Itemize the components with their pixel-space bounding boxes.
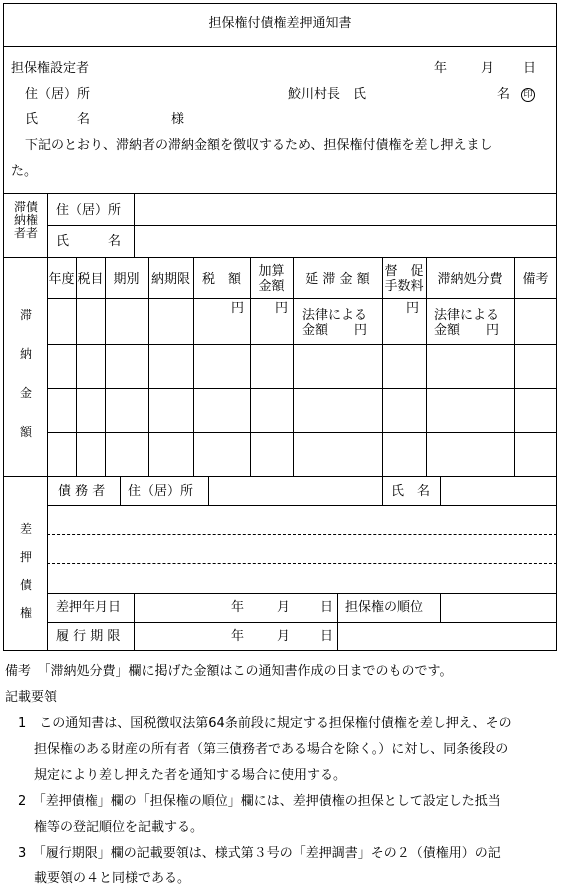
body-text-line2: た。 bbox=[11, 164, 38, 179]
divider bbox=[47, 593, 557, 594]
seize-day: 日 bbox=[320, 600, 334, 615]
delinquent-note-1: 法律による bbox=[302, 308, 368, 323]
seize-month: 月 bbox=[277, 600, 291, 615]
seal-icon: 印 bbox=[521, 88, 535, 102]
divider bbox=[3, 46, 557, 47]
unit-fee: 円 bbox=[406, 301, 420, 316]
debtor-address-label: 住（居）所 bbox=[56, 203, 122, 218]
side-divider bbox=[47, 193, 48, 651]
col-divider bbox=[105, 257, 106, 476]
debtor-side-label-3: 者者 bbox=[13, 226, 38, 240]
col-fee-1: 督 促 bbox=[384, 264, 424, 279]
seize-date-label: 差押年月日 bbox=[56, 600, 122, 615]
disposal-note-2: 金額 円 bbox=[434, 323, 500, 338]
third-debtor-label: 債 務 者 bbox=[58, 484, 106, 499]
col-divider bbox=[440, 593, 441, 622]
divider bbox=[47, 225, 557, 226]
arrears-side-label-2: 納 bbox=[19, 347, 32, 361]
divider bbox=[47, 505, 557, 506]
disposal-note-1: 法律による bbox=[434, 308, 500, 323]
debtor-side-label-1: 滞債 bbox=[13, 200, 38, 214]
col-divider bbox=[193, 257, 194, 476]
col-divider bbox=[134, 193, 135, 257]
third-name-label: 氏 名 bbox=[391, 484, 431, 499]
col-divider bbox=[337, 593, 338, 651]
arrears-side-label-3: 金 bbox=[19, 386, 32, 400]
honorific: 様 bbox=[171, 112, 185, 127]
col-remarks: 備考 bbox=[522, 272, 549, 287]
guide-item-2b: 権等の登記順位を記載する。 bbox=[34, 820, 204, 835]
unit-add: 円 bbox=[275, 301, 289, 316]
col-divider bbox=[382, 476, 383, 505]
issuer-label: 鮫川村長 氏 bbox=[288, 87, 367, 102]
date-day: 日 bbox=[523, 61, 537, 76]
dashed-divider bbox=[47, 534, 557, 535]
arrears-side-label bbox=[8, 296, 44, 452]
date-month: 月 bbox=[481, 61, 495, 76]
seized-side-label-2: 押 bbox=[19, 550, 32, 564]
col-fee-2: 手数料 bbox=[384, 279, 424, 294]
date-year: 年 bbox=[434, 61, 448, 76]
col-divider bbox=[208, 476, 209, 505]
address-label: 住（居）所 bbox=[25, 87, 91, 102]
col-year: 年度 bbox=[48, 272, 75, 287]
col-disposal: 滞納処分費 bbox=[437, 272, 503, 287]
guide-item-3a: 3 「履行期限」欄の記載要領は、様式第３号の「差押調書」その２（債権用）の記 bbox=[18, 846, 501, 861]
col-period: 期別 bbox=[113, 272, 140, 287]
col-tax-amount: 税 額 bbox=[201, 272, 241, 287]
delinquent-note-2: 金額 円 bbox=[302, 323, 368, 338]
guide-item-2a: 2 「差押債権」欄の「担保権の順位」欄には、差押債権の担保として設定した抵当 bbox=[18, 794, 501, 809]
divider bbox=[47, 344, 557, 345]
debtor-side-label-2: 納権 bbox=[13, 213, 38, 227]
dashed-divider bbox=[47, 563, 557, 564]
deadline-label: 履 行 期 限 bbox=[56, 629, 121, 644]
form-title: 担保権付債権差押通知書 bbox=[208, 16, 352, 31]
seal-mark bbox=[521, 87, 535, 102]
divider bbox=[3, 476, 557, 477]
debtor-name-label: 氏 名 bbox=[56, 234, 122, 249]
divider bbox=[47, 432, 557, 433]
guide-item-1b: 担保権のある財産の所有者（第三債務者である場合を除く。）に対し、同条後段の bbox=[34, 742, 509, 757]
seized-side-label-3: 債 bbox=[19, 578, 32, 592]
guide-title: 記載要領 bbox=[5, 690, 58, 705]
col-divider bbox=[514, 257, 515, 476]
third-address-label: 住（居）所 bbox=[128, 484, 194, 499]
deadline-day: 日 bbox=[320, 629, 334, 644]
col-divider bbox=[426, 257, 427, 476]
guide-item-1c: 規定により差し押えた者を通知する場合に使用する。 bbox=[34, 768, 347, 783]
divider bbox=[47, 622, 557, 623]
seize-year: 年 bbox=[231, 600, 245, 615]
col-delinquent: 延 滞 金 額 bbox=[305, 272, 370, 287]
issuer-name-label: 名 bbox=[497, 87, 511, 102]
seized-side-label-1: 差 bbox=[19, 522, 32, 536]
col-tax-item: 税目 bbox=[77, 272, 104, 287]
col-divider bbox=[293, 257, 294, 476]
divider bbox=[3, 257, 557, 258]
arrears-side-label-1: 滞 bbox=[19, 308, 32, 322]
deadline-month: 月 bbox=[277, 629, 291, 644]
col-divider bbox=[120, 476, 121, 505]
guide-item-3b: 載要領の４と同様である。 bbox=[34, 871, 191, 886]
col-add-2: 金額 bbox=[258, 279, 285, 294]
body-text-line1: 下記のとおり、滞納者の滞納金額を徴収するため、担保権付債権を差し押えまし bbox=[25, 138, 493, 153]
guide-item-1a: 1 この通知書は、国税徴収法第64条前段に規定する担保権付債権を差し押え、その bbox=[18, 716, 512, 731]
deadline-year: 年 bbox=[231, 629, 245, 644]
unit-tax: 円 bbox=[231, 301, 245, 316]
col-divider bbox=[148, 257, 149, 476]
debtor-side-label bbox=[8, 201, 44, 240]
col-divider bbox=[440, 476, 441, 505]
remark-note: 備考 「滞納処分費」欄に掲げた金額はこの通知書作成の日までのものです。 bbox=[5, 664, 453, 679]
seized-side-label bbox=[8, 515, 44, 627]
lien-order-label: 担保権の順位 bbox=[345, 600, 424, 615]
col-add-1: 加算 bbox=[258, 264, 285, 279]
col-divider bbox=[134, 593, 135, 651]
name-label: 氏 名 bbox=[25, 112, 91, 127]
col-due-date: 納期限 bbox=[150, 272, 190, 287]
seized-side-label-4: 権 bbox=[19, 606, 32, 620]
divider bbox=[3, 193, 557, 194]
col-divider bbox=[76, 257, 77, 476]
setter-label: 担保権設定者 bbox=[11, 61, 90, 76]
arrears-side-label-4: 額 bbox=[19, 425, 32, 439]
divider bbox=[47, 388, 557, 389]
divider bbox=[47, 298, 557, 299]
